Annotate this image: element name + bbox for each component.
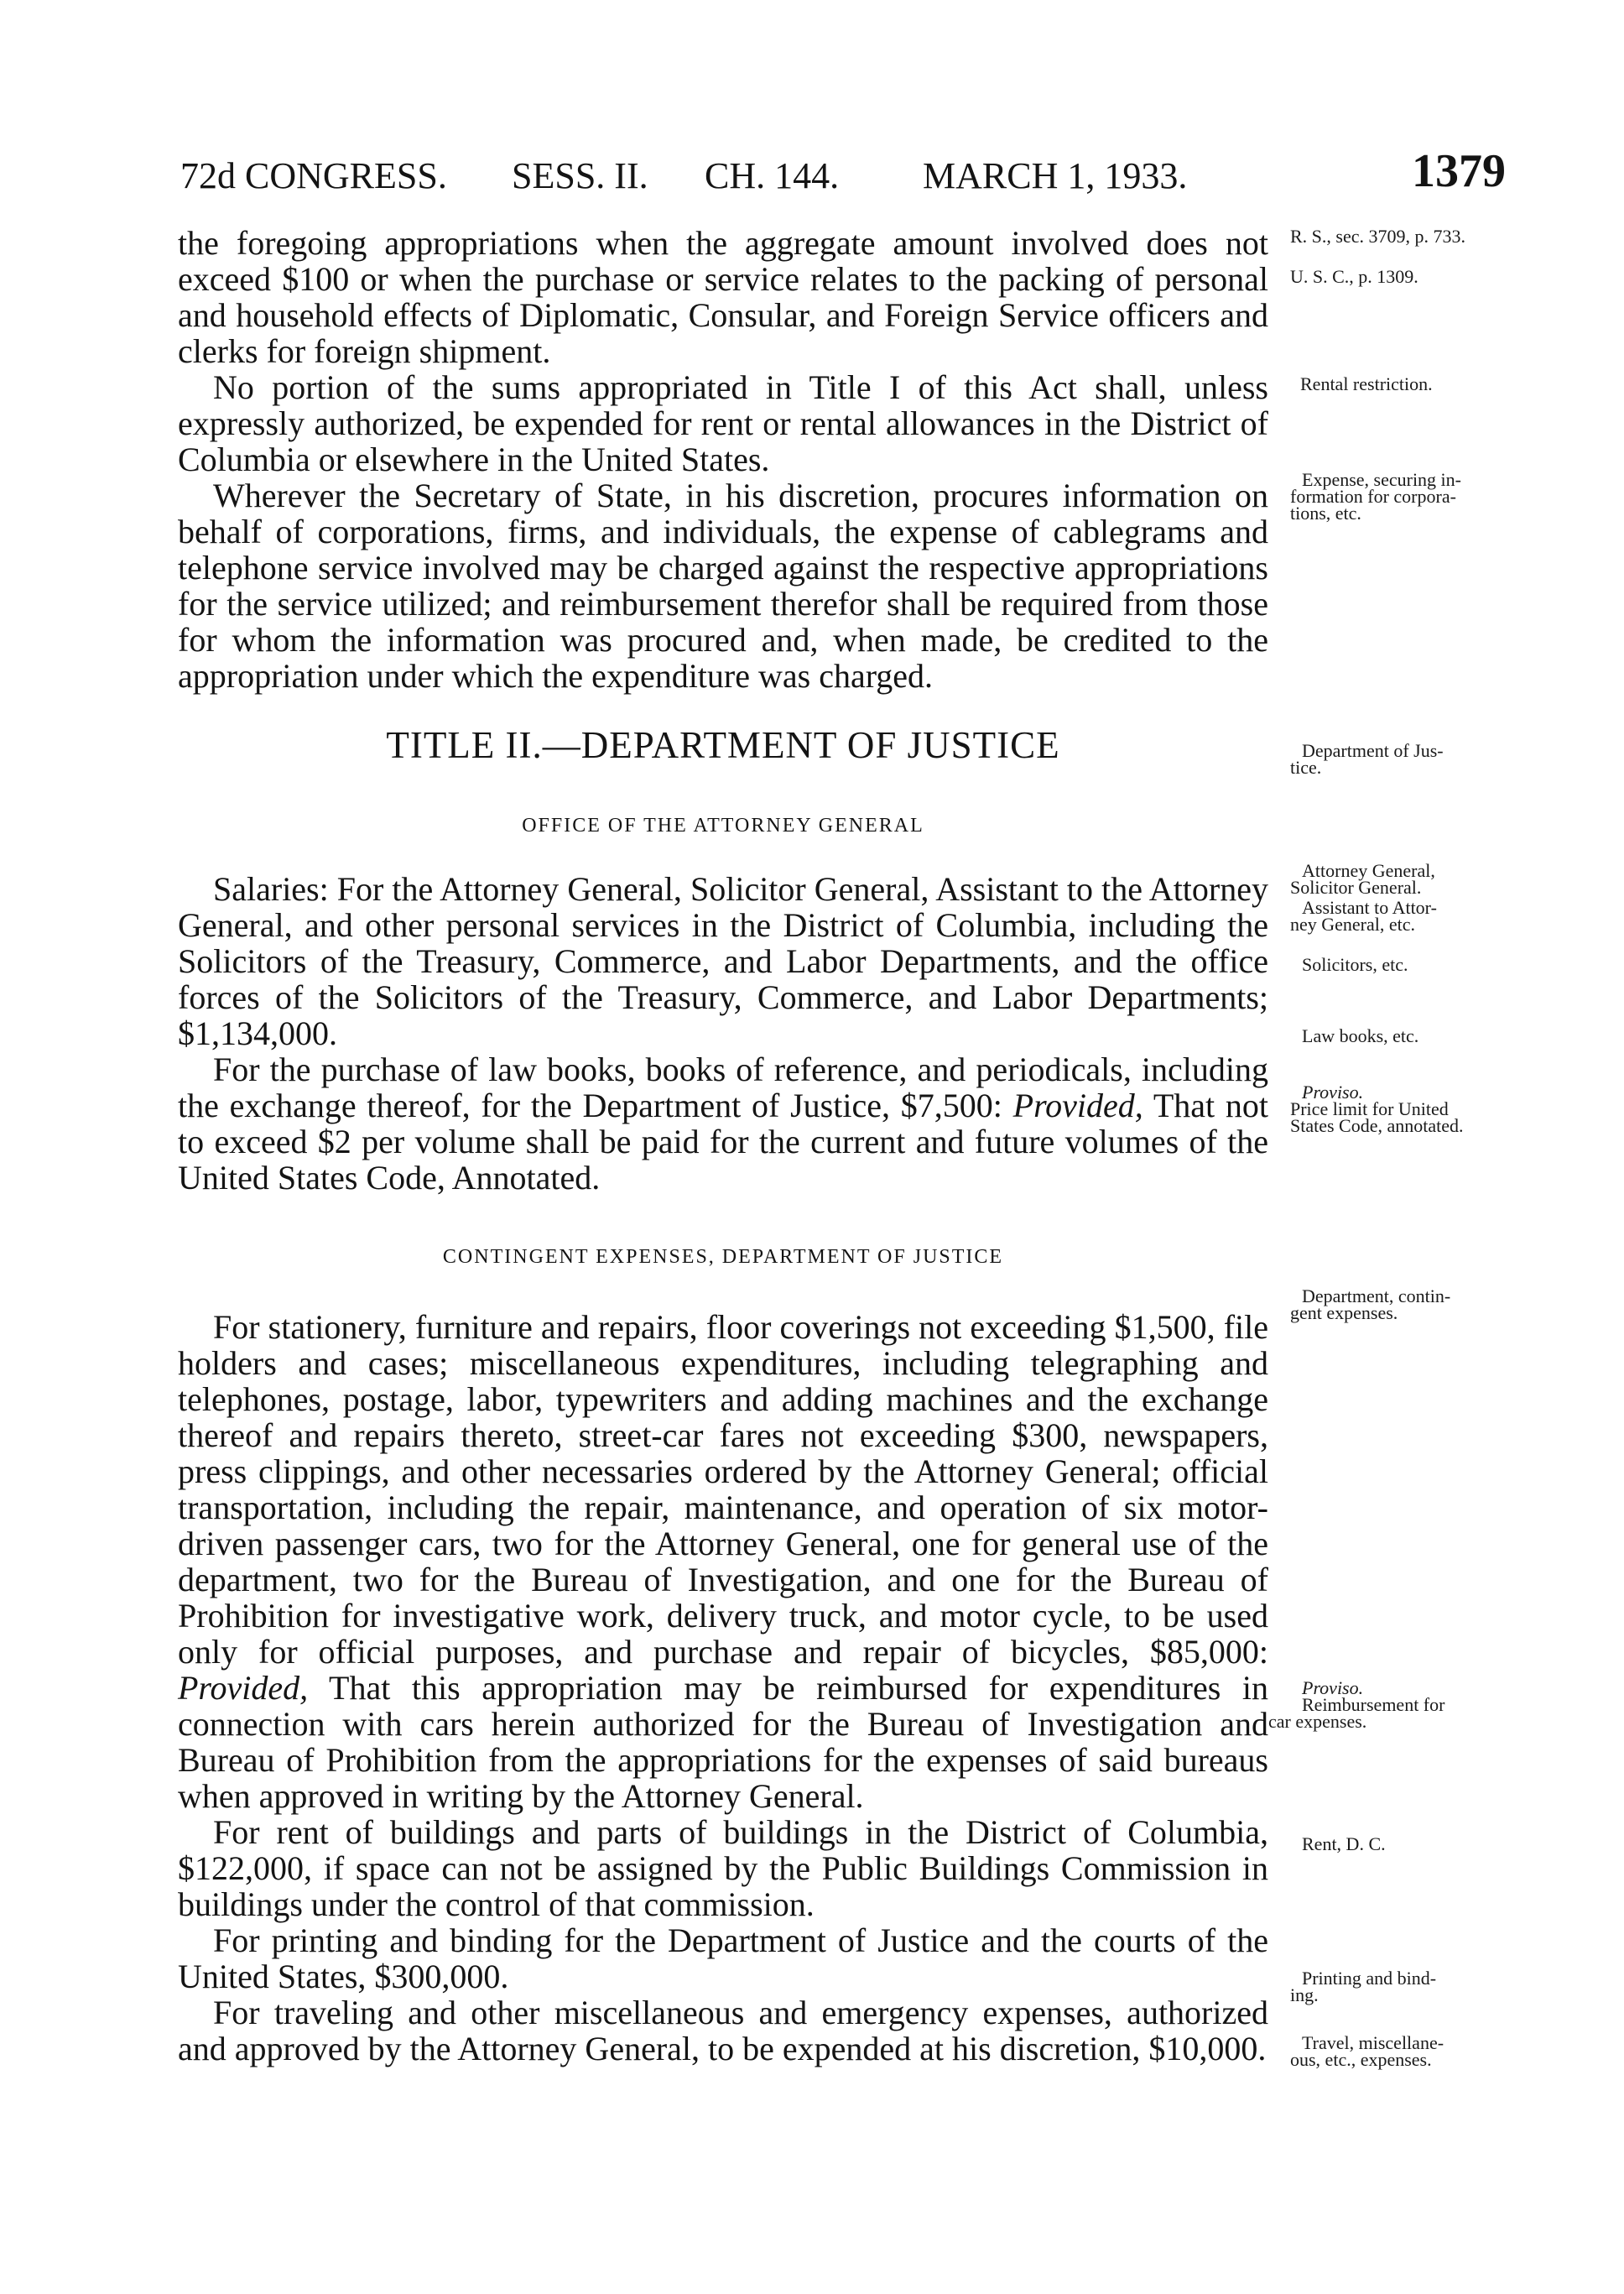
margin-note-doj-1: Department of Jus-	[1302, 740, 1444, 761]
title-ii-heading: TITLE II.—DEPARTMENT OF JUSTICE	[386, 724, 1060, 766]
paragraph-secretary-of-state: Wherever the Secretary of State, in his discretion, procures information on behalf of corporations, firms, and individuals, the expense of cablegrams and telephone service involved may be charged against the respective appropriations for the service utilized; and reimbursement therefor shall be required from those for whom the information was procured and, when made, be credited to the appropriation under which the expenditure was charged.	[178, 477, 1268, 695]
margin-note-reimb-1: Reimbursement for	[1302, 1694, 1445, 1715]
margin-note-expense-1: Expense, securing in-	[1302, 469, 1461, 490]
header-chapter: CH. 144.	[705, 155, 840, 196]
margin-note-rs: R. S., sec. 3709, p. 733.	[1290, 226, 1465, 247]
margin-note-price-1: Price limit for United	[1290, 1098, 1449, 1119]
contingent-expenses-heading: CONTINGENT EXPENSES, DEPARTMENT OF JUSTICE	[442, 1246, 1004, 1268]
paragraph-salaries: Salaries: For the Attorney General, Solicitor General, Assistant to the Attorney General, and other personal services in the District of Columbia, including the Solicitors of the Treasury, Commerce, and Labor Departments, and the office forces of the Solicitors of the Treasury, Commerce, and Labor Departments; $1,134,000.	[178, 870, 1268, 1052]
running-header	[180, 144, 1506, 203]
margin-note-assistant-1: Assistant to Attor-	[1302, 897, 1437, 918]
provided-italic: Provided,	[1012, 1087, 1143, 1124]
proviso-label: Proviso.	[1302, 1082, 1364, 1103]
margin-note-usc: U. S. C., p. 1309.	[1290, 266, 1418, 287]
margin-note-rent: Rent, D. C.	[1302, 1833, 1386, 1854]
paragraph-traveling: For traveling and other miscellaneous and emergency expenses, authorized and approved by the Attorney General, to be expended at his discretion, $10,000.	[178, 1994, 1268, 2067]
margin-note-ag-2: Solicitor General.	[1290, 877, 1422, 898]
page-number: 1379	[1412, 145, 1506, 197]
paragraph-law-books	[178, 1051, 1268, 1196]
paragraph-stationery	[178, 1309, 1268, 1814]
margin-note-printing-1: Printing and bind-	[1302, 1968, 1437, 1989]
header-congress: 72d CONGRESS.	[180, 155, 447, 196]
margin-note-lawbooks: Law books, etc.	[1302, 1025, 1419, 1046]
margin-note-solicitors: Solicitors, etc.	[1302, 954, 1408, 975]
margin-note-doj-2: tice.	[1290, 757, 1322, 778]
paragraph-rental-restriction: No portion of the sums appropriated in Title I of this Act shall, unless expressly authorized, be expended for rent or rental allowances in the District of Columbia or elsewhere in the United States.	[178, 368, 1268, 478]
stationery-proviso-text: That this appropriation may be reimbursed for expenditures in connection with cars herein authorized for the Bureau of Investigation and Bureau of Prohibition from the appropriations for the expenses of said bureaus when approved in writing by the Attorney General.	[178, 1669, 1268, 1815]
header-session: SESS. II.	[512, 155, 648, 196]
stationery-text: For stationery, furniture and repairs, floor coverings not exceeding $1,500, file holders and cases; miscellaneous expenditures, including telegraphing and telephones, postage, labor, typewriters and adding machines and the exchange thereof and repairs thereto, street-car fares not exceeding $300, newspapers, press clippings, and other necessaries ordered by the Attorney General; official transportation, including the repair, maintenance, and operation of six motor-driven passenger cars, two for the Attorney General, one for general use of the department, two for the Bureau of Investigation, and one for the Bureau of Prohibition for investigative work, delivery truck, and motor cycle, to be used only for official purposes, and purchase and repair of bicycles, $85,000:	[178, 1308, 1268, 1671]
paragraph-foregoing-appropriations: the foregoing appropriations when the aggregate amount involved does not exceed $100 or when the purchase or service relates to the packing of personal and household effects of Diplomatic, Consular, and Foreign Service officers and clerks for foreign shipment.	[178, 224, 1268, 370]
margin-note-printing-2: ing.	[1290, 1984, 1319, 2005]
law-books-text: For the purchase of law books, books of reference, and periodicals, including the exchange thereof, for the Department of Justice, $7,500:	[178, 1051, 1268, 1124]
margin-note-reimb-2: car expenses.	[1268, 1711, 1367, 1732]
paragraph-printing: For printing and binding for the Department of Justice and the courts of the United States, $300,000.	[178, 1921, 1268, 1995]
margin-note-expense-2: formation for corpora-	[1290, 486, 1456, 507]
paragraph-rent: For rent of buildings and parts of buildings in the District of Columbia, $122,000, if space can not be assigned by the Public Buildings Commission in buildings under the control of that commission.	[178, 1813, 1268, 1923]
provided-italic: Provided,	[178, 1669, 309, 1707]
header-date: MARCH 1, 1933.	[923, 155, 1188, 196]
margin-note-dept-contingent-2: gent expenses.	[1290, 1302, 1398, 1323]
margin-note-travel-2: ous, etc., expenses.	[1290, 2049, 1432, 2070]
margin-note-travel-1: Travel, miscellane-	[1302, 2032, 1444, 2053]
office-attorney-general-heading: OFFICE OF THE ATTORNEY GENERAL	[522, 815, 924, 837]
law-books-proviso-text: That not to exceed $2 per volume shall be paid for the current and future volumes of the United States Code, Annotated.	[178, 1087, 1268, 1197]
margin-note-price-2: States Code, annotated.	[1290, 1115, 1464, 1136]
margin-note-dept-contingent-1: Department, contin-	[1302, 1285, 1451, 1306]
main-text	[178, 225, 1268, 2067]
proviso-label: Proviso.	[1302, 1677, 1364, 1698]
margin-note-assistant-2: ney General, etc.	[1290, 914, 1416, 935]
margin-note-expense-3: tions, etc.	[1290, 503, 1361, 524]
margin-note-ag-1: Attorney General,	[1302, 860, 1435, 881]
margin-note-rental: Rental restriction.	[1300, 373, 1433, 394]
